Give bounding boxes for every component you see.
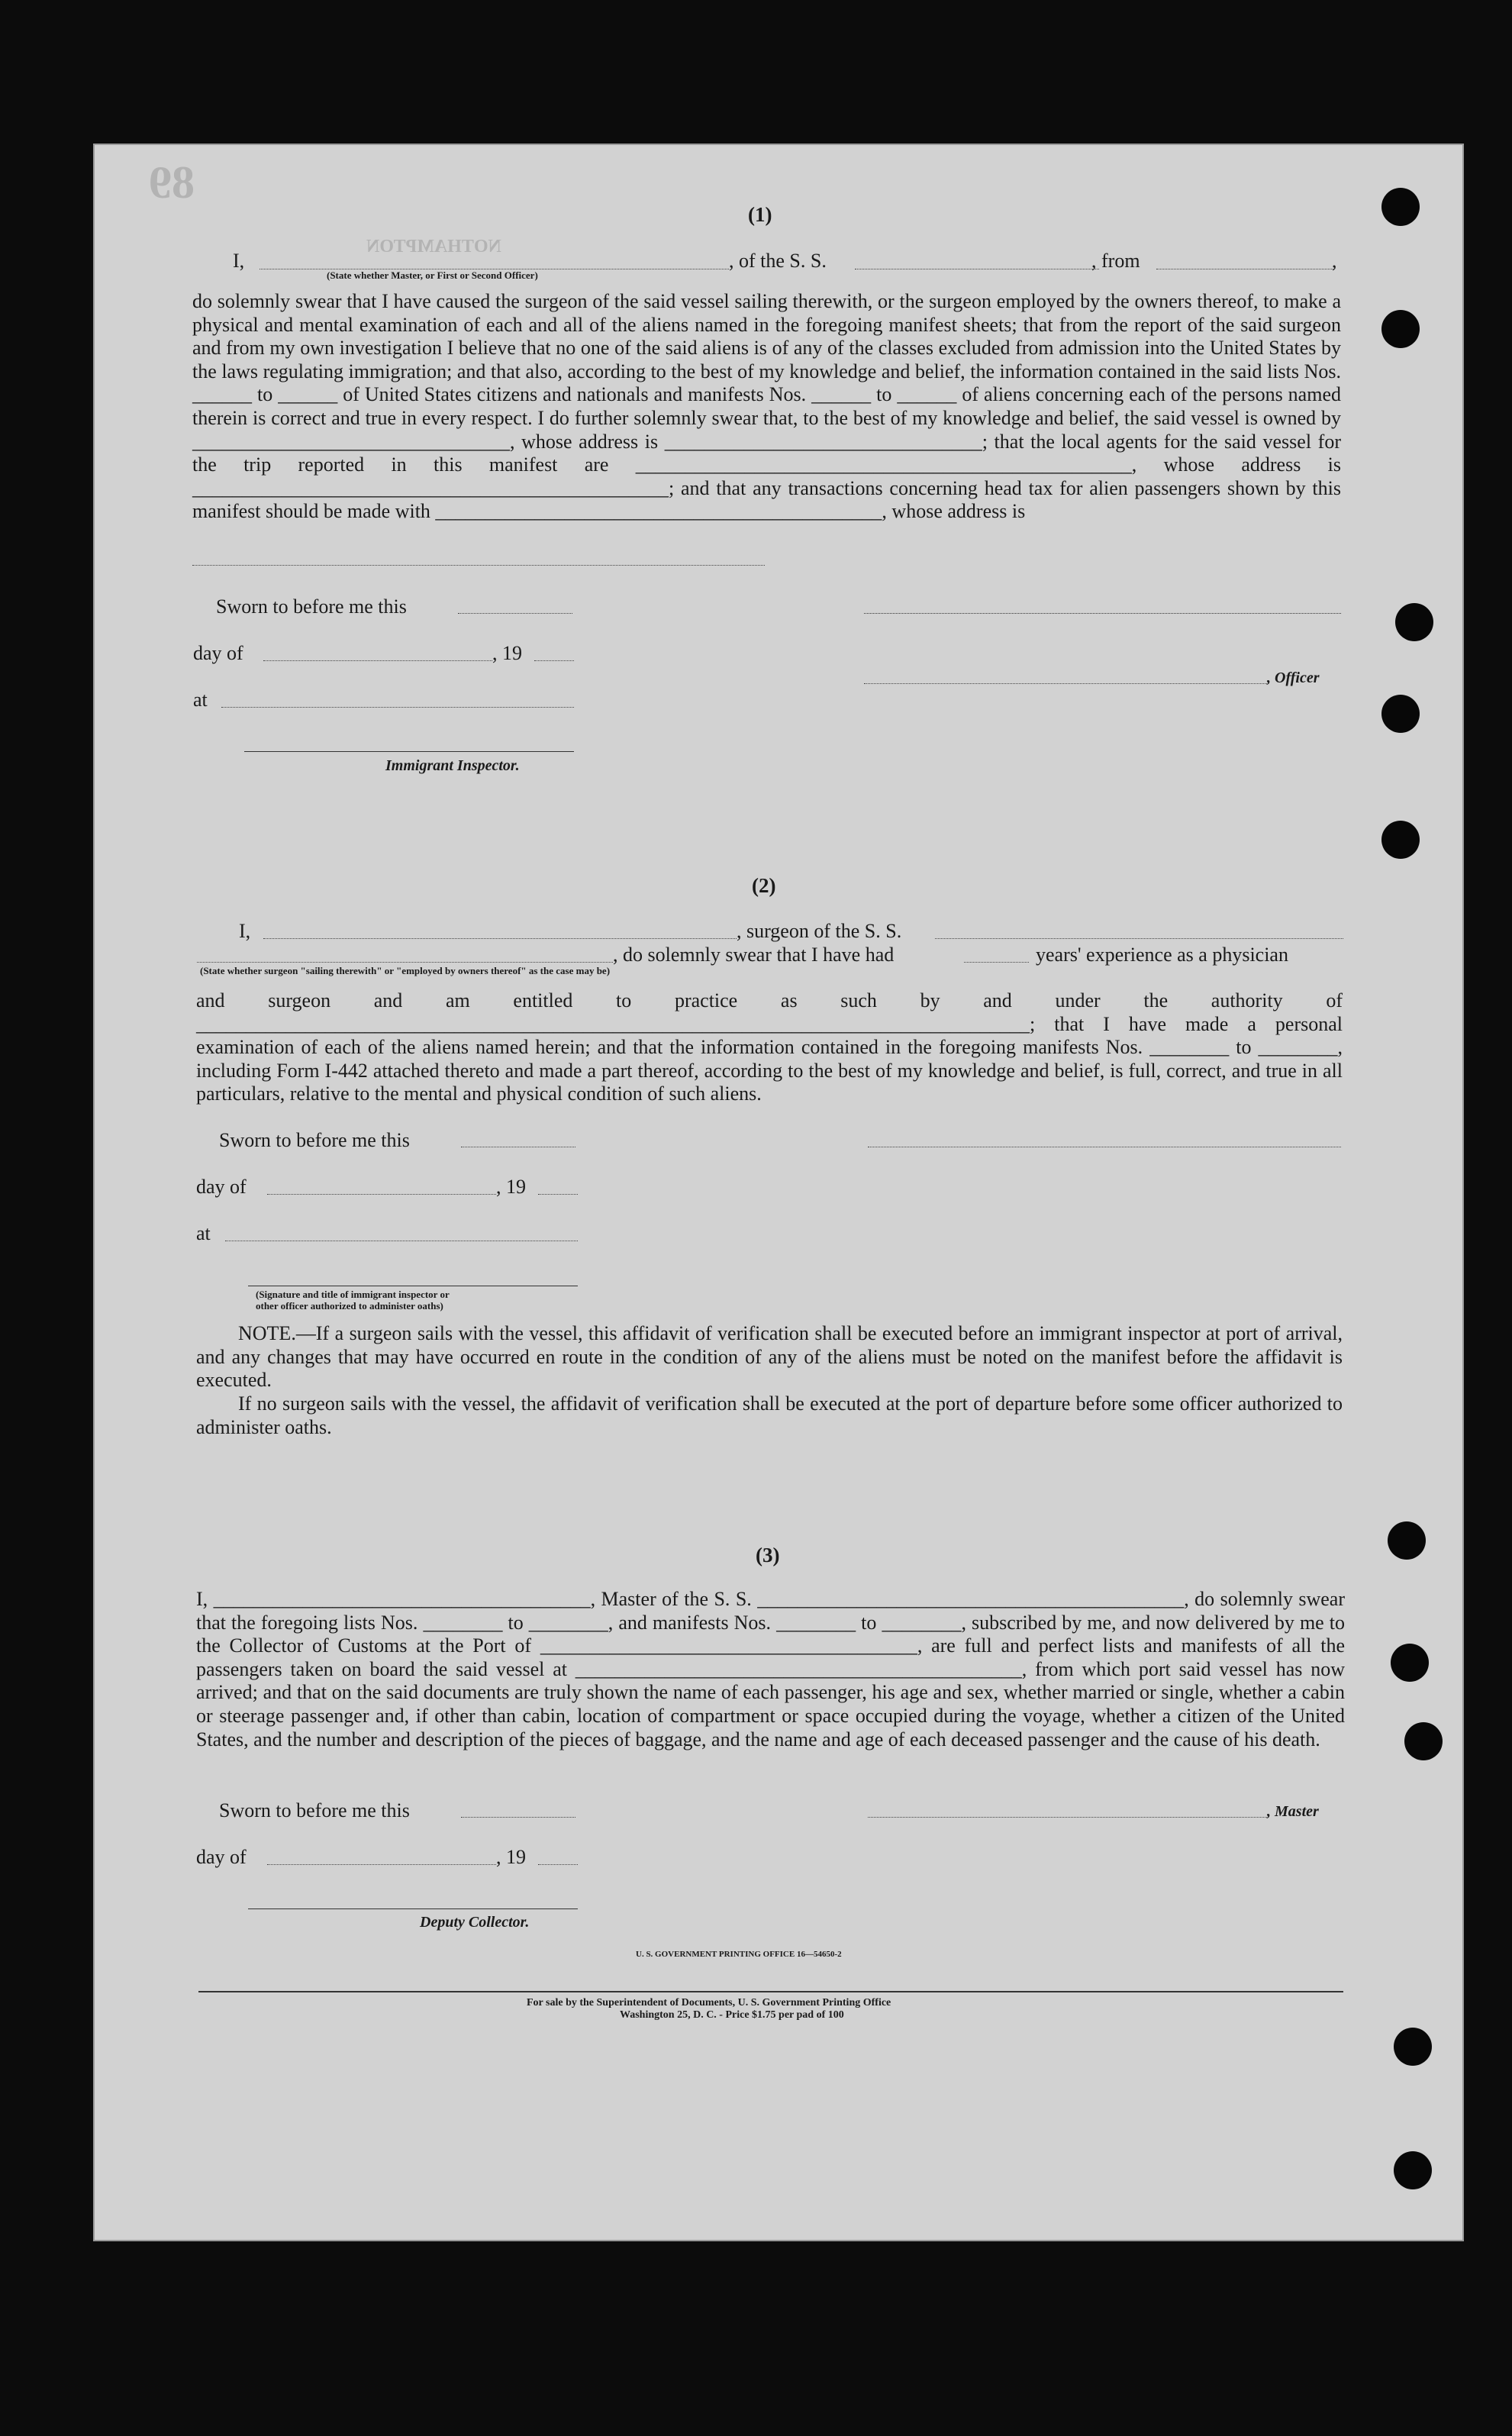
s3-year-blank — [538, 1864, 578, 1865]
binder-hole — [1394, 2151, 1432, 2189]
s2-status-note: (State whether surgeon "sailing therewith" or "employed by owners thereof" as the case may be) — [200, 965, 611, 976]
s3-year-label: , 19 — [496, 1846, 526, 1868]
s3-oath-body: I, ______________________________________, Master of the S. S. ___________________________________________, do solemnly swear that the foregoing lists Nos. ________ to ________, and manifests Nos. ________ to ________, subscribed by me, and now delivered by me to the Collector of Customs at the Port of ______________________________________, are full and perfect lists and manifests of all the passengers taken on board the said vessel at _____________________________________________, from which port said vessel has now arrived; and that on the said documents are truly shown the name of each passenger, his age and sex, whether married or single, whether a cabin or steerage passenger and, if other than cabin, location of compartment or space occupied during the voyage, whether a citizen of the United States, and the number and description of the pieces of baggage, and the name and age of each deceased passenger and the cause of his death. — [196, 1588, 1345, 1750]
s2-surgeon-of: , surgeon of the S. S. — [737, 920, 902, 942]
s1-officer-note: (State whether Master, or First or Second Officer) — [327, 269, 538, 281]
s2-sworn-label: Sworn to before me this — [219, 1129, 410, 1151]
s2-surgeon-blank — [263, 938, 737, 939]
binder-hole — [1388, 1521, 1426, 1560]
footer-rule — [198, 1991, 1343, 1992]
s2-sig-note-2: other officer authorized to administer oaths) — [256, 1300, 443, 1312]
s1-officer-sig-blank — [864, 683, 1269, 684]
bleed-through: NOTHAMPTON — [366, 237, 501, 257]
s1-day-blank — [263, 660, 492, 661]
s2-years-blank — [964, 962, 1029, 963]
s3-master-label: , Master — [1267, 1803, 1319, 1820]
s2-sig-note-1: (Signature and title of immigrant inspector or — [256, 1289, 450, 1300]
s3-deputy-label: Deputy Collector. — [420, 1914, 530, 1931]
sale-line-2: Washington 25, D. C. - Price $1.75 per pad of 100 — [620, 2009, 844, 2021]
s2-note-paragraph-2: If no surgeon sails with the vessel, the affidavit of verification shall be executed at the port of departure before some officer authorized to administer oaths. — [196, 1392, 1343, 1438]
s3-deputy-sig-line — [248, 1908, 578, 1909]
s1-at-label: at — [193, 689, 208, 711]
s3-master-sig-blank — [868, 1817, 1269, 1818]
s1-officer-label: , Officer — [1267, 669, 1320, 686]
bleed-through: 89 — [149, 157, 195, 208]
sale-line-1: For sale by the Superintendent of Documents, U. S. Government Printing Office — [527, 1997, 891, 2008]
s1-address-blank — [192, 565, 765, 566]
binder-hole — [1404, 1722, 1443, 1760]
s2-at-label: at — [196, 1222, 211, 1244]
binder-hole — [1391, 1644, 1429, 1682]
s2-swear: , do solemnly swear that I have had — [613, 944, 895, 966]
s3-day-blank — [267, 1864, 496, 1865]
s2-oath-body: and surgeon and am entitled to practice as such by and under the authority of ____________________________________________________________________________________; that I have made a personal examination of each of the aliens named herein; and that the information contained in the foregoing manifests Nos. ________ to ________, including Form I-442 attached thereto and made a part thereof, according to the best of my knowledge and belief, is full, correct, and true in all particulars, relative to the mental and physical condition of such aliens. — [196, 989, 1343, 1105]
gpo-imprint: U. S. GOVERNMENT PRINTING OFFICE 16—54650-2 — [636, 1950, 842, 1959]
s1-day-label: day of — [193, 642, 243, 664]
s1-sworn-label: Sworn to before me this — [216, 595, 407, 618]
s1-inspector-sig-line — [244, 751, 574, 752]
s2-year-blank — [538, 1194, 578, 1195]
s1-at-blank — [221, 707, 574, 708]
binder-hole — [1381, 310, 1420, 348]
s1-from: , from — [1091, 250, 1140, 272]
s2-years: years' experience as a physician — [1036, 944, 1288, 966]
s1-year-label: , 19 — [492, 642, 522, 664]
s1-inspector-label: Immigrant Inspector. — [385, 757, 520, 774]
s1-signature-line — [864, 613, 1341, 614]
binder-hole — [1394, 2028, 1432, 2066]
s2-vessel-blank — [935, 938, 1343, 939]
s1-trail: , — [1332, 250, 1337, 272]
binder-hole — [1381, 821, 1420, 859]
s2-status-blank — [197, 962, 613, 963]
s3-sworn-label: Sworn to before me this — [219, 1799, 410, 1821]
s2-day-label: day of — [196, 1176, 247, 1198]
binder-hole — [1381, 695, 1420, 733]
section-2-heading: (2) — [752, 874, 776, 897]
s1-sworn-blank — [458, 613, 572, 614]
binder-hole — [1381, 188, 1420, 226]
s1-of-ss: , of the S. S. — [729, 250, 827, 272]
section-3-heading: (3) — [756, 1544, 780, 1566]
s1-i-label: I, — [233, 250, 245, 272]
s3-sworn-blank — [461, 1817, 575, 1818]
s1-oath-body: do solemnly swear that I have caused the surgeon of the said vessel sailing therewith, or the surgeon employed by the owners thereof, to make a physical and mental examination of each and all of the aliens named in the foregoing manifest sheets; that from the report of the said surgeon and from my own investigation I believe that no one of the said aliens is of any of the classes excluded from admission into the United States by the laws regulating immigration; and that also, according to the best of my knowledge and belief, the information contained in the said lists Nos. ______ to ______ of United States citizens and nationals and manifests Nos. ______ to ______ of aliens concerning each of the persons named therein is correct and true in every respect. I do further solemnly swear that, to the best of my knowledge and belief, the said vessel is owned by ________________________________, whose address is ________________________________; that the local agents for the said vessel for the trip reported in this manifest are __________________________________________________, whose address is ________________________________________________; and that any transactions concerning head tax for alien passengers shown by this manifest should be made with _____________________________________________, whose address is — [192, 290, 1341, 523]
s2-year-label: , 19 — [496, 1176, 526, 1198]
s2-note-paragraph: NOTE.—If a surgeon sails with the vessel, this affidavit of verification shall be executed before an immigrant inspector at port of arrival, and any changes that may have occurred en route in the condition of any of the aliens must be noted on the manifest before the affidavit is executed. — [196, 1322, 1343, 1392]
s2-day-blank — [267, 1194, 496, 1195]
s1-year-blank — [534, 660, 574, 661]
s3-day-label: day of — [196, 1846, 247, 1868]
binder-hole — [1395, 603, 1433, 641]
s2-i-label: I, — [239, 920, 251, 942]
section-1-heading: (1) — [748, 203, 772, 226]
